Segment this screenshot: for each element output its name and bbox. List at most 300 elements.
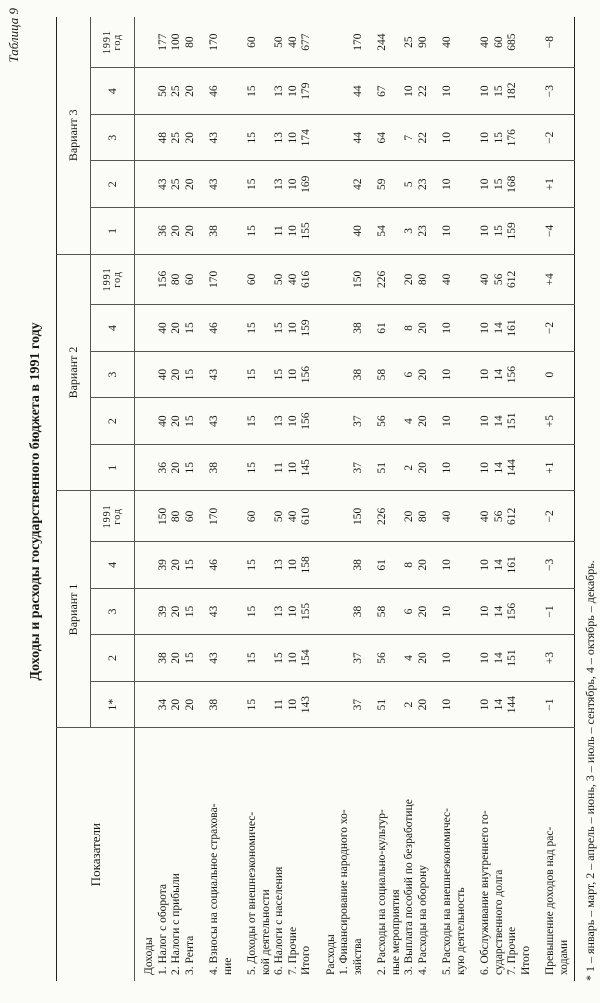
- cell-value: 10: [479, 85, 491, 97]
- cell-value: 40: [156, 322, 169, 334]
- cell-value: 182: [506, 82, 518, 100]
- cell-value: 13: [273, 131, 285, 144]
- row-label-line: 7. Прочие: [506, 926, 518, 975]
- cell-value: 43: [208, 368, 220, 381]
- cell-value: [338, 352, 352, 398]
- row-label: [200, 728, 238, 981]
- budget-table: [56, 17, 575, 981]
- value-cell: [536, 305, 575, 352]
- column-header: [91, 254, 135, 305]
- cell-value: [143, 491, 157, 541]
- cell-value: 20: [416, 559, 429, 571]
- value-cell: [317, 161, 369, 208]
- cell-value: [222, 491, 236, 541]
- cell-value: [520, 542, 534, 588]
- cell-value: 159: [506, 222, 518, 240]
- cell-value: [390, 352, 404, 398]
- table-row: [368, 17, 433, 981]
- cell-value: 38: [351, 559, 364, 571]
- value-cell: [536, 351, 575, 398]
- cell-value: −2: [544, 510, 556, 523]
- cell-value: 15: [183, 322, 196, 334]
- cell-value: 161: [506, 556, 518, 574]
- cell-value: 226: [376, 507, 388, 525]
- cell-value: −2: [544, 321, 556, 335]
- cell-value: 25: [170, 131, 182, 144]
- cell-value: 25: [403, 36, 415, 48]
- value-cell: [471, 68, 536, 115]
- cell-value: 11: [273, 225, 285, 237]
- cell-value: 10: [441, 652, 453, 664]
- cell-value: [222, 17, 236, 67]
- cell-value: [390, 208, 404, 254]
- cell-value: 37: [351, 415, 364, 427]
- cell-value: 56: [492, 273, 505, 286]
- cell-value: 40: [479, 510, 491, 523]
- cell-value: 3: [403, 227, 415, 234]
- cell-value: 161: [506, 319, 518, 337]
- value-cell: [433, 114, 471, 161]
- cell-value: [143, 17, 157, 67]
- cell-value: 20: [403, 510, 415, 523]
- value-cell: [317, 398, 369, 445]
- cell-value: [390, 445, 404, 491]
- cell-value: [455, 68, 469, 114]
- value-cell: [135, 542, 201, 589]
- cell-value: 10: [286, 605, 299, 618]
- value-cell: [536, 588, 575, 635]
- value-cell: [368, 491, 433, 542]
- cell-value: [455, 635, 469, 681]
- cell-value: [325, 542, 339, 588]
- cell-value: 156: [300, 412, 312, 430]
- cell-value: 80: [416, 510, 429, 523]
- cell-value: 43: [208, 131, 220, 144]
- row-label-line: кую деятельность: [454, 887, 467, 975]
- row-label-line: сударственного долга: [492, 869, 505, 975]
- cell-value: 10: [479, 368, 491, 381]
- cell-value: 143: [300, 695, 312, 714]
- value-cell: [200, 68, 238, 115]
- row-label: [368, 728, 433, 981]
- cell-value: 40: [441, 510, 453, 523]
- value-cell: [536, 491, 575, 542]
- cell-value: [338, 255, 352, 305]
- variant-1-header: Вариант 1: [57, 491, 91, 728]
- value-cell: [536, 161, 575, 208]
- row-label-line: 5. Доходы от внешнеэкономичес-: [246, 811, 258, 975]
- cell-value: 10: [286, 322, 299, 334]
- value-cell: [200, 635, 238, 682]
- cell-value: [455, 115, 469, 161]
- cell-value: 15: [492, 178, 505, 190]
- cell-value: [390, 491, 404, 541]
- cell-value: 145: [300, 459, 312, 477]
- cell-value: [455, 352, 469, 398]
- column-header: 1: [91, 208, 135, 255]
- value-cell: [238, 491, 317, 542]
- cell-value: +1: [544, 461, 556, 474]
- cell-value: [390, 542, 404, 588]
- cell-value: 10: [441, 559, 453, 571]
- cell-value: 612: [506, 270, 518, 289]
- value-cell: [317, 681, 369, 728]
- cell-value: 11: [273, 699, 285, 711]
- cell-value: 15: [246, 652, 258, 664]
- cell-value: 38: [208, 698, 220, 711]
- cell-value: 37: [351, 652, 364, 664]
- cell-value: [455, 589, 469, 635]
- cell-value: [455, 305, 469, 351]
- row-label-line: ние: [221, 957, 234, 975]
- cell-value: [520, 305, 534, 351]
- cell-value: 15: [246, 415, 258, 427]
- value-cell: [471, 542, 536, 589]
- cell-value: 10: [479, 461, 491, 474]
- cell-value: [338, 491, 352, 541]
- value-cell: [135, 444, 201, 491]
- cell-value: [338, 305, 352, 351]
- cell-value: 20: [183, 225, 196, 237]
- cell-value: 38: [351, 605, 364, 618]
- cell-value: 20: [183, 698, 196, 711]
- cell-value: 46: [208, 559, 220, 571]
- cell-value: 25: [170, 178, 182, 190]
- cell-value: 23: [416, 225, 429, 237]
- value-cell: [471, 398, 536, 445]
- cell-value: 10: [479, 131, 491, 144]
- cell-value: [455, 445, 469, 491]
- column-header: 3: [91, 588, 135, 635]
- cell-value: 20: [170, 415, 182, 427]
- cell-value: 56: [376, 415, 388, 427]
- cell-value: 8: [403, 562, 415, 568]
- cell-value: 155: [300, 222, 312, 240]
- cell-value: 42: [351, 178, 364, 190]
- value-cell: [433, 635, 471, 682]
- value-cell: [317, 208, 369, 255]
- cell-value: 10: [441, 178, 453, 190]
- cell-value: −2: [544, 131, 556, 144]
- cell-value: −4: [544, 224, 556, 237]
- cell-value: [455, 255, 469, 305]
- cell-value: 5: [403, 181, 415, 188]
- year-label-line: 1991: [101, 267, 113, 292]
- cell-value: 40: [351, 225, 364, 237]
- value-cell: [368, 588, 433, 635]
- row-label-line: зяйства: [351, 938, 364, 975]
- cell-value: [338, 445, 352, 491]
- cell-value: 56: [492, 510, 505, 523]
- value-cell: [135, 491, 201, 542]
- value-cell: [368, 68, 433, 115]
- cell-value: +1: [544, 178, 556, 191]
- cell-value: [558, 161, 572, 207]
- cell-value: 144: [506, 695, 518, 714]
- cell-value: 10: [286, 225, 299, 237]
- value-cell: [135, 17, 201, 68]
- cell-value: [338, 208, 352, 254]
- cell-value: 20: [416, 415, 429, 427]
- cell-value: 43: [208, 178, 220, 190]
- value-cell: [238, 681, 317, 728]
- cell-value: [143, 398, 157, 444]
- row-label-line: 1. Налог с оборота: [156, 883, 169, 975]
- cell-value: 100: [170, 33, 182, 51]
- value-cell: [433, 444, 471, 491]
- cell-value: [455, 491, 469, 541]
- row-label-line: Доходы: [143, 937, 155, 975]
- cell-value: 14: [492, 698, 505, 711]
- cell-value: 150: [156, 507, 169, 525]
- cell-value: [143, 208, 157, 254]
- column-header: 1: [91, 444, 135, 491]
- row-label-line: 6. Обслуживание внутреннего го-: [479, 810, 491, 975]
- cell-value: 50: [273, 510, 285, 523]
- cell-value: 15: [246, 85, 258, 97]
- table-body: [135, 17, 575, 981]
- value-cell: [238, 208, 317, 255]
- row-label-line: 2. Расходы на социально-культур-: [376, 809, 388, 975]
- value-cell: [433, 542, 471, 589]
- cell-value: 13: [273, 178, 285, 190]
- value-cell: [471, 161, 536, 208]
- value-cell: [200, 305, 238, 352]
- cell-value: 40: [441, 273, 453, 286]
- cell-value: 80: [416, 273, 429, 286]
- cell-value: 4: [403, 418, 415, 425]
- cell-value: 151: [506, 412, 518, 430]
- cell-value: 64: [376, 131, 388, 144]
- cell-value: 36: [156, 225, 169, 237]
- cell-value: 44: [351, 131, 364, 144]
- cell-value: [558, 17, 572, 67]
- cell-value: 177: [156, 33, 169, 51]
- cell-value: [325, 161, 339, 207]
- cell-value: 20: [416, 652, 429, 664]
- row-label-line: кой деятельности: [259, 889, 272, 975]
- cell-value: [260, 255, 274, 305]
- indicators-header: Показатели: [57, 728, 135, 981]
- value-cell: [200, 351, 238, 398]
- row-label-line: 5. Расходы на внешнеэкономичес-: [441, 808, 453, 975]
- value-cell: [317, 635, 369, 682]
- cell-value: [325, 115, 339, 161]
- cell-value: 10: [479, 178, 491, 190]
- cell-value: [520, 68, 534, 114]
- cell-value: 10: [441, 322, 453, 334]
- value-cell: [200, 161, 238, 208]
- cell-value: [260, 445, 274, 491]
- cell-value: [390, 255, 404, 305]
- cell-value: [558, 445, 572, 491]
- value-cell: [317, 305, 369, 352]
- value-cell: [471, 491, 536, 542]
- cell-value: 20: [416, 368, 429, 381]
- cell-value: 20: [183, 178, 196, 190]
- cell-value: [260, 589, 274, 635]
- cell-value: 156: [156, 270, 169, 289]
- value-cell: [368, 398, 433, 445]
- cell-value: 14: [492, 415, 505, 427]
- cell-value: 60: [246, 36, 258, 48]
- cell-value: [260, 208, 274, 254]
- cell-value: [222, 208, 236, 254]
- cell-value: [520, 398, 534, 444]
- cell-value: [260, 542, 274, 588]
- cell-value: 38: [351, 368, 364, 381]
- cell-value: [338, 398, 352, 444]
- cell-value: 8: [403, 325, 415, 331]
- cell-value: 37: [351, 698, 364, 711]
- variant-2-header: Вариант 2: [57, 254, 91, 491]
- cell-value: [222, 255, 236, 305]
- cell-value: [390, 115, 404, 161]
- cell-value: 60: [246, 510, 258, 523]
- cell-value: 40: [479, 273, 491, 286]
- value-cell: [536, 254, 575, 305]
- column-header: 4: [91, 305, 135, 352]
- cell-value: 10: [286, 131, 299, 144]
- value-cell: [200, 542, 238, 589]
- year-label-line: 1991: [101, 504, 113, 529]
- cell-value: 59: [376, 178, 388, 190]
- value-cell: [433, 208, 471, 255]
- cell-value: 612: [506, 507, 518, 525]
- cell-value: 169: [300, 175, 312, 193]
- cell-value: [143, 635, 157, 681]
- cell-value: 20: [170, 698, 182, 711]
- cell-value: [520, 161, 534, 207]
- row-label-line: 3. Рента: [183, 935, 196, 975]
- cell-value: 15: [273, 322, 285, 334]
- value-cell: [135, 114, 201, 161]
- cell-value: 20: [403, 273, 415, 286]
- cell-value: [325, 398, 339, 444]
- cell-value: 61: [376, 322, 388, 334]
- value-cell: [471, 444, 536, 491]
- cell-value: 10: [479, 559, 491, 571]
- value-cell: [368, 542, 433, 589]
- value-cell: [368, 17, 433, 68]
- cell-value: 170: [351, 33, 364, 51]
- cell-value: [260, 635, 274, 681]
- cell-value: 179: [300, 82, 312, 100]
- cell-value: [390, 398, 404, 444]
- cell-value: 10: [286, 415, 299, 427]
- cell-value: [520, 208, 534, 254]
- cell-value: [143, 682, 157, 728]
- cell-value: [222, 682, 236, 728]
- cell-value: 67: [376, 85, 388, 97]
- cell-value: −1: [544, 605, 556, 618]
- cell-value: 10: [441, 605, 453, 618]
- cell-value: [390, 589, 404, 635]
- value-cell: [135, 254, 201, 305]
- cell-value: 144: [506, 459, 518, 477]
- cell-value: 20: [183, 131, 196, 144]
- cell-value: 40: [479, 36, 491, 48]
- cell-value: 39: [156, 605, 169, 618]
- column-header: [91, 17, 135, 68]
- cell-value: 50: [273, 36, 285, 48]
- value-cell: [368, 444, 433, 491]
- cell-value: 46: [208, 322, 220, 334]
- cell-value: 40: [156, 415, 169, 427]
- cell-value: 150: [351, 270, 364, 289]
- cell-value: 0: [544, 371, 556, 378]
- cell-value: 20: [170, 605, 182, 618]
- row-label-line: 3. Выплата пособий по безработице: [403, 799, 415, 975]
- value-cell: [238, 635, 317, 682]
- cell-value: 10: [441, 698, 453, 711]
- cell-value: 14: [492, 368, 505, 381]
- cell-value: 13: [273, 85, 285, 97]
- value-cell: [238, 161, 317, 208]
- column-header: 4: [91, 68, 135, 115]
- cell-value: 43: [208, 652, 220, 664]
- cell-value: 60: [246, 273, 258, 286]
- cell-value: 15: [273, 368, 285, 381]
- value-cell: [200, 114, 238, 161]
- table-row: [536, 17, 575, 981]
- cell-value: [222, 542, 236, 588]
- cell-value: [260, 115, 274, 161]
- value-cell: [368, 681, 433, 728]
- value-cell: [317, 114, 369, 161]
- value-cell: [135, 398, 201, 445]
- cell-value: 155: [300, 602, 312, 621]
- cell-value: 14: [492, 461, 505, 474]
- cell-value: [222, 161, 236, 207]
- value-cell: [433, 305, 471, 352]
- value-cell: [135, 635, 201, 682]
- cell-value: 56: [376, 652, 388, 664]
- value-cell: [536, 17, 575, 68]
- cell-value: [260, 398, 274, 444]
- row-label-line: 7. Прочие: [286, 926, 299, 975]
- year-label-line: год: [111, 33, 123, 51]
- value-cell: [368, 114, 433, 161]
- cell-value: 15: [183, 368, 196, 381]
- cell-value: 22: [416, 85, 429, 97]
- row-label: [471, 728, 536, 981]
- cell-value: [338, 682, 352, 728]
- value-cell: [200, 444, 238, 491]
- cell-value: 170: [208, 270, 220, 289]
- cell-value: 10: [286, 368, 299, 381]
- cell-value: 2: [403, 464, 415, 471]
- cell-value: −1: [544, 698, 556, 711]
- cell-value: −3: [544, 85, 556, 98]
- row-label: [433, 728, 471, 981]
- value-cell: [135, 161, 201, 208]
- cell-value: 6: [403, 371, 415, 378]
- cell-value: 38: [208, 461, 220, 474]
- year-label-line: год: [111, 271, 123, 288]
- value-cell: [317, 444, 369, 491]
- cell-value: [325, 589, 339, 635]
- value-cell: [317, 68, 369, 115]
- cell-value: 150: [351, 507, 364, 525]
- cell-value: 20: [170, 368, 182, 381]
- cell-value: 20: [416, 322, 429, 334]
- cell-value: 43: [156, 178, 169, 190]
- cell-value: 60: [183, 273, 196, 286]
- value-cell: [317, 351, 369, 398]
- cell-value: 15: [246, 368, 258, 381]
- cell-value: [558, 68, 572, 114]
